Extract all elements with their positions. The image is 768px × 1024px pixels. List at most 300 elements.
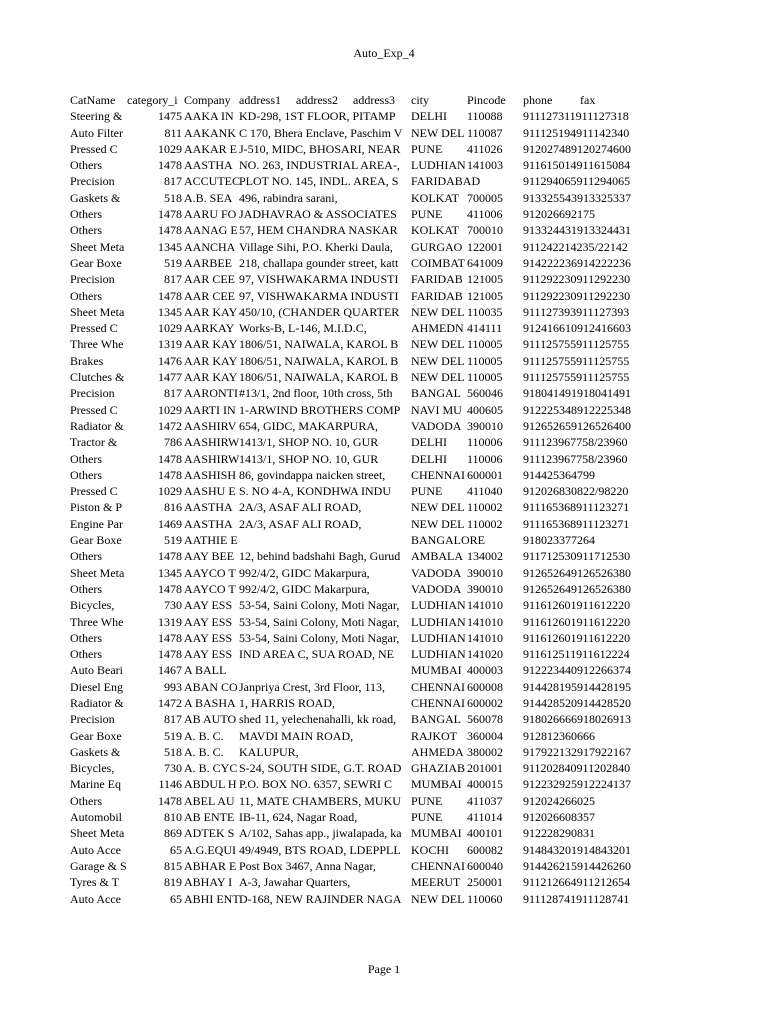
cell-pincode: 110035 <box>467 304 503 319</box>
cell-phone: 912225348912225348 <box>523 402 631 417</box>
cell-phone: 914428520914428520 <box>523 695 631 710</box>
cell-company: A. B. C. <box>184 728 224 743</box>
cell-catname: Others <box>70 207 102 222</box>
cell-phone: 911125755911125755 <box>523 370 630 385</box>
cell-catname: Others <box>70 158 102 173</box>
cell-city: GURGAO <box>411 239 463 254</box>
cell-catname: Gear Boxe <box>70 533 122 548</box>
cell-catname: Auto Filter <box>70 125 123 140</box>
cell-company: AAYCO T <box>184 565 236 580</box>
cell-phone: 911165368911123271 <box>523 516 630 531</box>
cell-phone: 911125755911125755 <box>523 353 630 368</box>
cell-company: ADTEK S <box>184 826 235 841</box>
cell-address: 1806/51, NAIWALA, KAROL B <box>239 370 399 385</box>
cell-address: Post Box 3467, Anna Nagar, <box>239 858 376 873</box>
cell-catname: Sheet Meta <box>70 304 125 319</box>
cell-pincode: 122001 <box>467 239 503 254</box>
cell-pincode: 110005 <box>467 337 503 352</box>
cell-phone: 911128741911128741 <box>523 891 630 906</box>
cell-company: AAR CEE <box>184 272 235 287</box>
cell-pincode: 110088 <box>467 109 503 124</box>
cell-address: 97, VISHWAKARMA INDUSTI <box>239 272 399 287</box>
cell-city: CHENNAI <box>411 858 465 873</box>
cell-category-id: 1478 <box>158 793 182 808</box>
cell-company: ACCUTEC <box>184 174 241 189</box>
cell-address: 57, HEM CHANDRA NASKAR <box>239 223 398 238</box>
cell-address: A/102, Sahas app., jiwalapada, ka <box>239 826 402 841</box>
cell-category-id: 1472 <box>158 695 182 710</box>
cell-address: 218, challapa gounder street, katt <box>239 255 399 270</box>
cell-company: AAKA IN <box>184 109 234 124</box>
cell-company: ABHAY I <box>184 875 233 890</box>
cell-category-id: 1476 <box>158 353 182 368</box>
cell-address: 2A/3, ASAF ALI ROAD, <box>239 500 362 515</box>
cell-pincode: 380002 <box>467 744 503 759</box>
cell-address: Village Sihi, P.O. Kherki Daula, <box>239 239 393 254</box>
cell-category-id: 1319 <box>158 337 182 352</box>
cell-address: IND AREA C, SUA ROAD, NE <box>239 647 395 662</box>
cell-address: 97, VISHWAKARMA INDUSTI <box>239 288 399 303</box>
cell-city: BANGAL <box>411 712 461 727</box>
cell-company: A BASHA <box>184 695 236 710</box>
cell-pincode: 411040 <box>467 484 503 499</box>
cell-phone: 913324431913324431 <box>523 223 631 238</box>
cell-city: NEW DEL <box>411 516 465 531</box>
cell-company: AASHISH <box>184 467 237 482</box>
cell-address: 86, govindappa naicken street, <box>239 467 386 482</box>
cell-city: AHMEDN <box>411 321 464 336</box>
cell-category-id: 1029 <box>158 484 182 499</box>
cell-pincode: 700005 <box>467 190 503 205</box>
cell-pincode: 110006 <box>467 451 503 466</box>
table-row <box>70 206 638 222</box>
page-title: Auto_Exp_4 <box>353 46 415 60</box>
column-header: address3 <box>353 93 395 107</box>
cell-pincode: 360004 <box>467 728 503 743</box>
column-header: address1 <box>239 93 281 107</box>
cell-category-id: 519 <box>164 728 182 743</box>
cell-category-id: 519 <box>164 255 182 270</box>
cell-category-id: 1478 <box>158 549 182 564</box>
cell-phone: 911612601911612220 <box>523 598 631 613</box>
cell-pincode: 110002 <box>467 516 503 531</box>
cell-city: NEW DEL <box>411 304 465 319</box>
cell-city: DELHI <box>411 451 447 466</box>
cell-catname: Others <box>70 549 102 564</box>
cell-phone: 912026830822/98220 <box>523 484 629 499</box>
cell-address: 1413/1, SHOP NO. 10, GUR <box>239 451 379 466</box>
cell-city: NEW DEL <box>411 500 465 515</box>
cell-category-id: 817 <box>164 174 182 189</box>
cell-catname: Gaskets & <box>70 744 121 759</box>
cell-category-id: 730 <box>164 761 182 776</box>
cell-phone: 912228290831 <box>523 826 595 841</box>
cell-category-id: 1345 <box>158 565 182 580</box>
table-row <box>70 565 638 581</box>
cell-pincode: 110006 <box>467 435 503 450</box>
cell-phone: 912026608357 <box>523 810 595 825</box>
cell-company: ABHI ENT <box>184 891 240 906</box>
cell-catname: Pressed C <box>70 402 118 417</box>
cell-phone: 911123967758/23960 <box>523 435 628 450</box>
cell-category-id: 65 <box>170 842 182 857</box>
cell-catname: Radiator & <box>70 695 124 710</box>
cell-catname: Sheet Meta <box>70 565 125 580</box>
cell-address: Janpriya Crest, 3rd Floor, 113, <box>239 679 386 694</box>
table-row <box>70 125 638 141</box>
cell-catname: Clutches & <box>70 370 125 385</box>
cell-city: RAJKOT <box>411 728 458 743</box>
table-row <box>70 874 638 890</box>
cell-pincode: 600008 <box>467 679 503 694</box>
spreadsheet-table <box>70 92 638 907</box>
table-row <box>70 320 638 336</box>
table-row <box>70 776 638 792</box>
cell-company: AAR KAY <box>184 370 238 385</box>
cell-phone: 912652649126526380 <box>523 581 631 596</box>
cell-city: AMBALA <box>411 549 464 564</box>
cell-pincode: 121005 <box>467 288 503 303</box>
cell-address: Works-B, L-146, M.I.D.C, <box>239 321 367 336</box>
cell-pincode: 600082 <box>467 842 503 857</box>
cell-company: AAY ESS <box>184 647 233 662</box>
cell-company: AARBEE <box>184 255 232 270</box>
cell-phone: 914843201914843201 <box>523 842 631 857</box>
cell-catname: Precision <box>70 712 115 727</box>
cell-company: AASTHA <box>184 500 233 515</box>
cell-catname: Diesel Eng <box>70 679 123 694</box>
cell-city: BANGALORE <box>411 533 485 548</box>
column-header: Company <box>184 93 231 107</box>
table-row <box>70 336 638 352</box>
cell-catname: Piston & P <box>70 500 123 515</box>
cell-city: FARIDAB <box>411 288 463 303</box>
cell-address: 1413/1, SHOP NO. 10, GUR <box>239 435 379 450</box>
cell-address: 1, HARRIS ROAD, <box>239 695 336 710</box>
cell-phone: 912024266025 <box>523 793 595 808</box>
table-row <box>70 711 638 727</box>
column-header: fax <box>580 93 596 107</box>
cell-phone: 911612601911612220 <box>523 614 631 629</box>
cell-city: MUMBAI <box>411 777 462 792</box>
cell-category-id: 1472 <box>158 418 182 433</box>
cell-phone: 911292230911292230 <box>523 288 631 303</box>
cell-company: AASHIRV <box>184 418 237 433</box>
table-row <box>70 271 638 287</box>
cell-company: ABEL AU <box>184 793 235 808</box>
cell-company: AANAG E <box>184 223 238 238</box>
table-row <box>70 695 638 711</box>
cell-catname: Automobil <box>70 810 123 825</box>
cell-company: AARONTI <box>184 386 238 401</box>
cell-company: AAKAR E <box>184 141 237 156</box>
table-row <box>70 793 638 809</box>
table-row <box>70 548 638 564</box>
cell-category-id: 1345 <box>158 304 182 319</box>
cell-pincode: 400003 <box>467 663 503 678</box>
cell-city: VADODA <box>411 581 462 596</box>
cell-address: #13/1, 2nd floor, 10th cross, 5th <box>239 386 393 401</box>
table-row <box>70 744 638 760</box>
cell-address: IB-11, 624, Nagar Road, <box>239 810 358 825</box>
table-row <box>70 239 638 255</box>
cell-company: AASTHA <box>184 516 233 531</box>
cell-city: MUMBAI <box>411 826 462 841</box>
cell-pincode: 400015 <box>467 777 503 792</box>
cell-company: AAY ESS <box>184 614 233 629</box>
cell-category-id: 518 <box>164 744 182 759</box>
cell-city: BANGAL <box>411 386 461 401</box>
cell-phone: 917922132917922167 <box>523 744 631 759</box>
cell-category-id: 1478 <box>158 581 182 596</box>
cell-category-id: 1478 <box>158 451 182 466</box>
cell-city: DELHI <box>411 435 447 450</box>
table-row <box>70 891 638 907</box>
cell-catname: Tractor & <box>70 435 118 450</box>
cell-address: 53-54, Saini Colony, Moti Nagar, <box>239 598 400 613</box>
table-row <box>70 255 638 271</box>
cell-city: LUDHIAN <box>411 158 466 173</box>
cell-phone: 911127393911127393 <box>523 304 630 319</box>
cell-company: ABDUL H <box>184 777 237 792</box>
table-row <box>70 646 638 662</box>
cell-category-id: 811 <box>164 125 182 140</box>
cell-catname: Others <box>70 581 102 596</box>
cell-city: CHENNAI <box>411 679 465 694</box>
cell-category-id: 815 <box>164 858 182 873</box>
cell-catname: Gear Boxe <box>70 255 122 270</box>
cell-city: MUMBAI <box>411 663 462 678</box>
cell-city: COIMBAT <box>411 255 466 270</box>
cell-phone: 911123967758/23960 <box>523 451 628 466</box>
cell-address: PLOT NO. 145, INDL. AREA, S <box>239 174 399 189</box>
table-row <box>70 532 638 548</box>
column-header: Pincode <box>467 93 506 107</box>
cell-address: S-24, SOUTH SIDE, G.T. ROAD <box>239 761 402 776</box>
cell-address: shed 11, yelechenahalli, kk road, <box>239 712 397 727</box>
cell-category-id: 1478 <box>158 467 182 482</box>
cell-pincode: 141020 <box>467 647 503 662</box>
header-row <box>70 92 638 108</box>
column-header: category_i <box>127 93 178 107</box>
cell-phone: 918041491918041491 <box>523 386 631 401</box>
cell-category-id: 993 <box>164 679 182 694</box>
cell-city: FARIDABAD <box>411 174 481 189</box>
cell-address: 49/4949, BTS ROAD, LDEPPLL <box>239 842 401 857</box>
cell-phone: 911242214235/22142 <box>523 239 628 254</box>
cell-phone: 914426215914426260 <box>523 858 631 873</box>
cell-pincode: 641009 <box>467 255 503 270</box>
cell-catname: Gear Boxe <box>70 728 122 743</box>
cell-company: AAR KAY <box>184 337 238 352</box>
cell-phone: 911612511911612224 <box>523 647 630 662</box>
cell-catname: Pressed C <box>70 141 118 156</box>
cell-company: AASHIRW <box>184 451 240 466</box>
cell-city: NEW DEL <box>411 370 465 385</box>
table-row <box>70 825 638 841</box>
cell-phone: 912027489120274600 <box>523 141 631 156</box>
cell-city: GHAZIAB <box>411 761 465 776</box>
cell-address: 654, GIDC, MAKARPURA, <box>239 418 379 433</box>
table-row <box>70 679 638 695</box>
cell-company: A BALL <box>184 663 227 678</box>
cell-phone: 912026692175 <box>523 207 595 222</box>
cell-company: AASHIRW <box>184 435 240 450</box>
cell-catname: Others <box>70 223 102 238</box>
cell-phone: 911615014911615084 <box>523 158 631 173</box>
cell-category-id: 1478 <box>158 158 182 173</box>
table-row <box>70 108 638 124</box>
cell-category-id: 817 <box>164 272 182 287</box>
cell-category-id: 1478 <box>158 630 182 645</box>
cell-catname: Others <box>70 793 102 808</box>
cell-address: 450/10, (CHANDER QUARTER <box>239 304 400 319</box>
cell-city: NEW DEL <box>411 353 465 368</box>
cell-pincode: 110060 <box>467 891 503 906</box>
cell-city: FARIDAB <box>411 272 463 287</box>
cell-catname: Marine Eq <box>70 777 121 792</box>
table-row <box>70 157 638 173</box>
cell-company: AARTI IN <box>184 402 236 417</box>
cell-category-id: 1475 <box>158 109 182 124</box>
cell-company: ABHAR E <box>184 858 237 873</box>
cell-phone: 912232925912224137 <box>523 777 631 792</box>
cell-phone: 912812360666 <box>523 728 595 743</box>
cell-catname: Precision <box>70 272 115 287</box>
cell-pincode: 141010 <box>467 614 503 629</box>
cell-catname: Engine Par <box>70 516 123 531</box>
cell-category-id: 1345 <box>158 239 182 254</box>
table-row <box>70 728 638 744</box>
table-row <box>70 858 638 874</box>
cell-pincode: 411037 <box>467 793 503 808</box>
cell-category-id: 518 <box>164 190 182 205</box>
cell-company: ABAN CO <box>184 679 238 694</box>
cell-phone: 911127311911127318 <box>523 109 629 124</box>
cell-city: KOLKAT <box>411 223 459 238</box>
cell-city: MEERUT <box>411 875 461 890</box>
cell-city: AHMEDA <box>411 744 464 759</box>
cell-catname: Steering & <box>70 109 123 124</box>
cell-address: 1-ARWIND BROTHERS COMP <box>239 402 401 417</box>
cell-address: KD-298, 1ST FLOOR, PITAMP <box>239 109 396 124</box>
cell-catname: Three Whe <box>70 337 124 352</box>
column-header: address2 <box>296 93 338 107</box>
cell-catname: Others <box>70 451 102 466</box>
cell-pincode: 414111 <box>467 321 503 336</box>
cell-pincode: 400605 <box>467 402 503 417</box>
cell-catname: Others <box>70 630 102 645</box>
cell-city: NEW DEL <box>411 125 465 140</box>
column-header: phone <box>523 93 553 107</box>
cell-pincode: 560046 <box>467 386 503 401</box>
cell-address: 1806/51, NAIWALA, KAROL B <box>239 353 399 368</box>
cell-phone: 914222236914222236 <box>523 255 631 270</box>
cell-catname: Tyres & T <box>70 875 119 890</box>
cell-address: 12, behind badshahi Bagh, Gurud <box>239 549 401 564</box>
cell-phone: 914425364799 <box>523 467 595 482</box>
cell-catname: Others <box>70 647 102 662</box>
cell-phone: 911292230911292230 <box>523 272 631 287</box>
cell-company: AAYCO T <box>184 581 236 596</box>
cell-catname: Precision <box>70 386 115 401</box>
cell-pincode: 390010 <box>467 565 503 580</box>
cell-phone: 918023377264 <box>523 533 595 548</box>
cell-address: 992/4/2, GIDC Makarpura, <box>239 581 370 596</box>
cell-city: PUNE <box>411 810 443 825</box>
cell-address: S. NO 4-A, KONDHWA INDU <box>239 484 391 499</box>
cell-catname: Pressed C <box>70 321 118 336</box>
cell-pincode: 390010 <box>467 581 503 596</box>
cell-company: AB ENTE <box>184 810 235 825</box>
cell-city: LUDHIAN <box>411 614 466 629</box>
cell-address: KALUPUR, <box>239 744 299 759</box>
cell-phone: 911165368911123271 <box>523 500 630 515</box>
cell-pincode: 201001 <box>467 761 503 776</box>
cell-address: C 170, Bhera Enclave, Paschim V <box>239 125 403 140</box>
cell-company: AARU FO <box>184 207 237 222</box>
cell-catname: Auto Acce <box>70 891 121 906</box>
cell-address: MAVDI MAIN ROAD, <box>239 728 354 743</box>
cell-company: AAKANK <box>184 125 236 140</box>
cell-city: NAVI MU <box>411 402 462 417</box>
cell-city: PUNE <box>411 207 443 222</box>
table-row <box>70 581 638 597</box>
cell-address: A-3, Jawahar Quarters, <box>239 875 351 890</box>
cell-pincode: 134002 <box>467 549 503 564</box>
cell-category-id: 519 <box>164 533 182 548</box>
cell-company: AAR CEE <box>184 288 235 303</box>
table-row <box>70 222 638 238</box>
cell-company: AANCHA <box>184 239 236 254</box>
cell-pincode: 250001 <box>467 875 503 890</box>
cell-address: JADHAVRAO & ASSOCIATES <box>239 207 397 222</box>
cell-pincode: 411026 <box>467 141 503 156</box>
table-row <box>70 499 638 515</box>
cell-catname: Bicycles, <box>70 598 115 613</box>
cell-catname: Others <box>70 288 102 303</box>
table-row <box>70 630 638 646</box>
cell-catname: Auto Beari <box>70 663 123 678</box>
cell-category-id: 1478 <box>158 207 182 222</box>
cell-phone: 913325543913325337 <box>523 190 631 205</box>
cell-catname: Brakes <box>70 353 104 368</box>
cell-company: AASTHA <box>184 158 233 173</box>
table-row <box>70 760 638 776</box>
table-row <box>70 288 638 304</box>
cell-pincode: 110005 <box>467 370 503 385</box>
cell-category-id: 65 <box>170 891 182 906</box>
cell-catname: Sheet Meta <box>70 239 125 254</box>
table-row <box>70 597 638 613</box>
table-row <box>70 402 638 418</box>
cell-company: AASHU E <box>184 484 236 499</box>
cell-catname: Bicycles, <box>70 761 115 776</box>
table-row <box>70 516 638 532</box>
cell-city: KOLKAT <box>411 190 459 205</box>
cell-company: AAY ESS <box>184 598 233 613</box>
cell-city: LUDHIAN <box>411 630 466 645</box>
cell-city: NEW DEL <box>411 337 465 352</box>
cell-catname: Gaskets & <box>70 190 121 205</box>
column-header: city <box>411 93 429 107</box>
cell-company: AARKAY <box>184 321 235 336</box>
table-row <box>70 451 638 467</box>
table-row <box>70 614 638 630</box>
cell-city: KOCHI <box>411 842 449 857</box>
page-footer: Page 1 <box>367 962 401 976</box>
cell-city: NEW DEL <box>411 891 465 906</box>
